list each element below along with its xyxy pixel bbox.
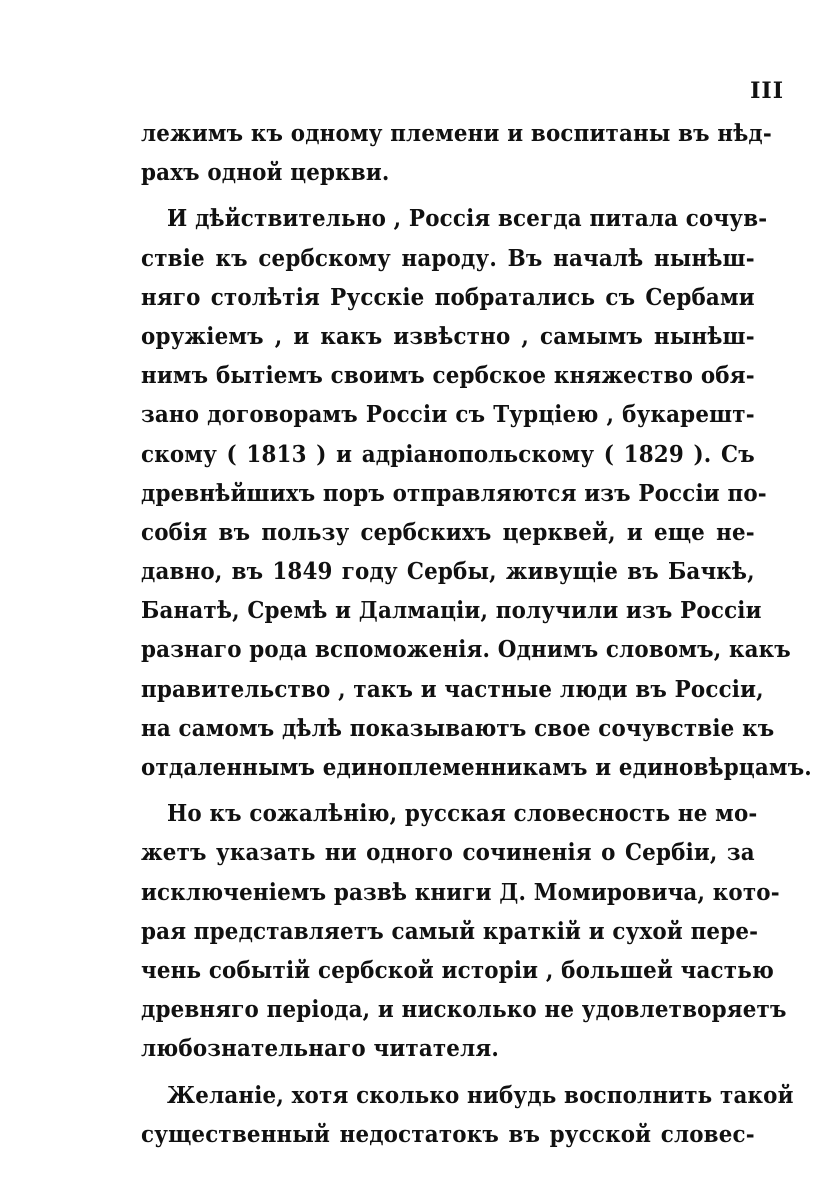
body-text: [141, 114, 812, 1154]
text-line: ствіе къ сербскому народу. Въ началѣ нынѣш-: [141, 244, 755, 272]
text-line: Но къ сожалѣнію, русская словесность не мо-: [167, 800, 758, 828]
text-line: рахъ одной церкви.: [141, 159, 390, 187]
text-line: рая представляетъ самый краткій и сухой пере-: [141, 917, 759, 945]
text-line: Банатѣ, Сремѣ и Далмаціи, получили изъ Россіи: [141, 597, 762, 625]
text-line: оружіемъ , и какъ извѣстно , самымъ нынѣш-: [141, 322, 755, 350]
text-line: скому ( 1813 ) и адріанопольскому ( 1829 ). Съ: [141, 440, 755, 468]
text-line: И дѣйствительно , Россія всегда питала сочув-: [167, 205, 768, 233]
text-line: зано договорамъ Россіи съ Турціею , букарешт-: [141, 401, 755, 429]
page-number: III: [750, 78, 784, 104]
text-line: разнаго рода вспоможенія. Однимъ словомъ, какъ: [141, 636, 791, 664]
text-line: жетъ указать ни одного сочиненія о Сербіи, за: [141, 839, 755, 867]
text-line: нимъ бытіемъ своимъ сербское княжество обя-: [141, 362, 755, 390]
text-line: Желаніе, хотя сколько нибудь восполнить такой: [167, 1081, 794, 1109]
text-line: правительство , такъ и частные люди въ Россіи,: [141, 675, 764, 703]
text-line: существенный недостатокъ въ русской словес-: [141, 1120, 755, 1148]
text-line: собія въ пользу сербскихъ церквей, и еще не-: [141, 518, 755, 546]
text-line: древнѣйшихъ поръ отправляются изъ Россіи по-: [141, 479, 767, 507]
text-line: на самомъ дѣлѣ показываютъ свое сочувствіе къ: [141, 714, 775, 742]
text-line: древняго періода, и нисколько не удовлетворяетъ: [141, 996, 787, 1024]
text-line: няго столѣтія Русскіе побратались съ Сербами: [141, 283, 755, 311]
text-line: отдаленнымъ единоплеменникамъ и единовѣрцамъ.: [141, 754, 812, 781]
text-line: исключеніемъ развѣ книги Д. Момировича, кото-: [141, 878, 780, 906]
text-line: любознательнаго читателя.: [141, 1035, 500, 1063]
text-line: лежимъ къ одному племени и воспитаны въ нѣд-: [141, 120, 772, 147]
text-line: чень событій сербской исторіи , большей частью: [141, 956, 775, 984]
text-line: давно, въ 1849 году Сербы, живущіе въ Бачкѣ,: [141, 558, 755, 586]
